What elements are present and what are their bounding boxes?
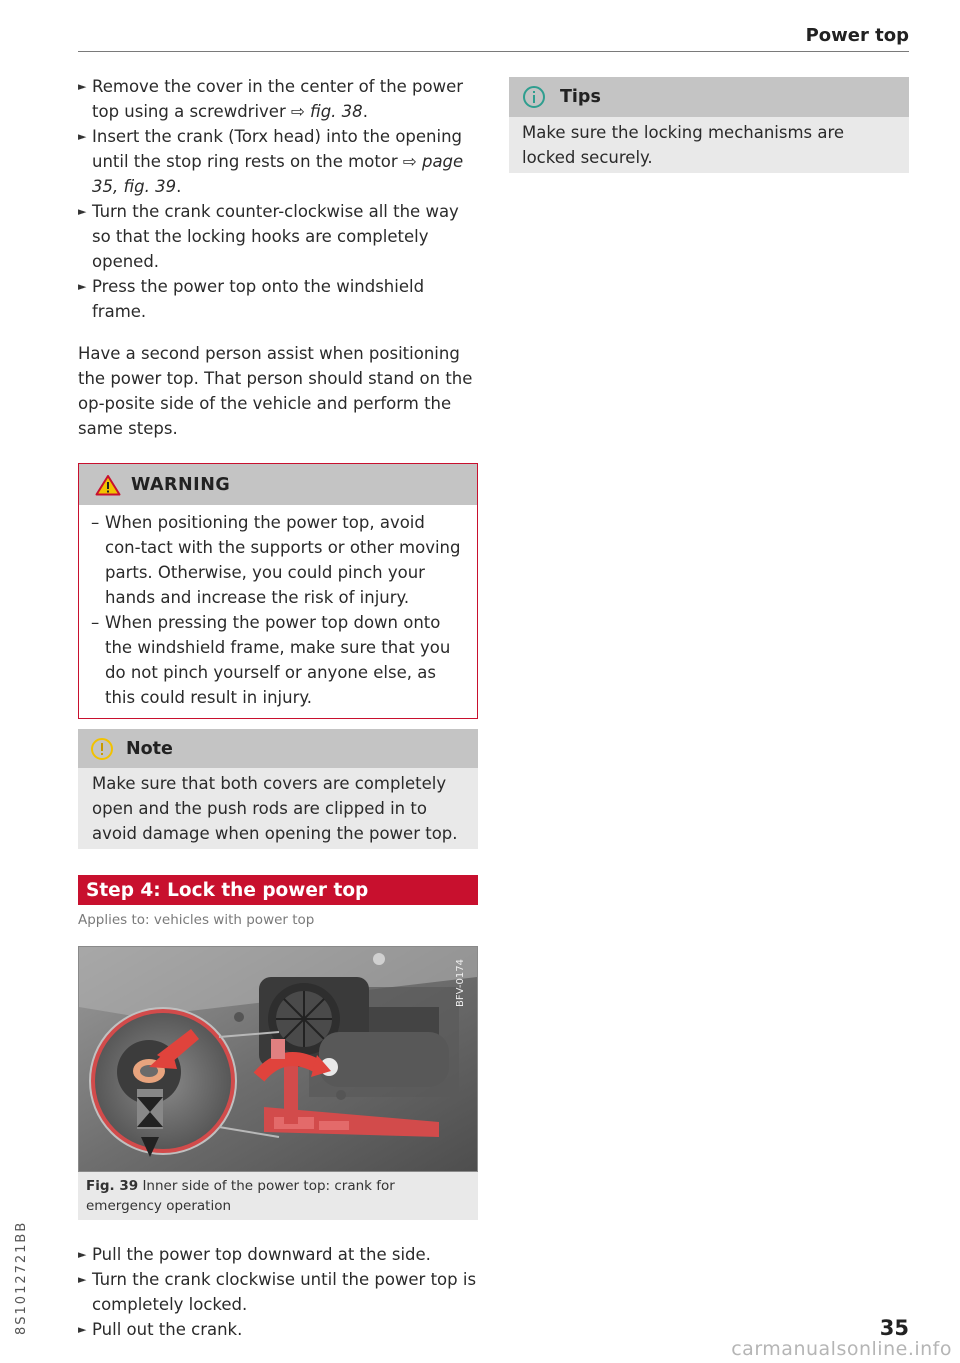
note-box xyxy=(78,729,478,849)
bullet-arrow-icon: ► xyxy=(78,80,87,93)
tips-header xyxy=(509,77,909,117)
tips-box xyxy=(509,77,909,173)
bullet-arrow-icon: ► xyxy=(78,1273,87,1286)
section-title: Power top xyxy=(805,25,909,46)
list-item: ► Press the power top onto the windshield frame. xyxy=(78,274,478,324)
info-circle-icon xyxy=(522,85,546,109)
bullet-arrow-icon: ► xyxy=(78,1323,87,1336)
figure-caption-text: Inner side of the power top: crank for emergency operation xyxy=(86,1178,395,1214)
tips-title: Tips xyxy=(560,87,601,107)
crank-illustration xyxy=(78,946,478,1172)
figure-reference-link[interactable]: ⇨ fig. 38 xyxy=(290,102,363,121)
left-column xyxy=(78,74,478,1342)
warning-title: WARNING xyxy=(131,474,231,495)
list-item: ► Insert the crank (Torx head) into the opening until the stop ring rests on the motor ⇨ page 35, fig. 39. xyxy=(78,124,478,199)
list-item: ► Pull the power top downward at the side. xyxy=(78,1242,478,1267)
exclamation-circle-icon xyxy=(90,737,114,761)
warning-body xyxy=(79,505,477,718)
page-reference-link[interactable]: ⇨ page 35, fig. 39 xyxy=(92,152,464,196)
instruction-list-1 xyxy=(78,74,478,324)
list-item: ► Turn the crank clockwise until the power top is completely locked. xyxy=(78,1267,478,1317)
warning-box xyxy=(78,463,478,719)
list-item: – When positioning the power top, avoid con-tact with the supports or other moving parts. Otherwise, you could pinch your hands and increase the risk of injury. xyxy=(91,513,461,607)
figure-caption xyxy=(78,1172,478,1220)
note-title: Note xyxy=(126,738,173,759)
note-body: Make sure that both covers are completely open and the push rods are clipped in to avoid damage when opening the power top. xyxy=(78,768,478,849)
warning-list xyxy=(91,510,465,710)
page-number: 35 xyxy=(879,1316,909,1340)
note-header xyxy=(78,729,478,768)
bullet-arrow-icon: ► xyxy=(78,280,87,293)
list-item: ► Remove the cover in the center of the power top using a screwdriver ⇨ fig. 38. xyxy=(78,74,478,124)
instruction-list-2 xyxy=(78,1242,478,1342)
warning-header xyxy=(79,464,477,505)
list-item: ► Pull out the crank. xyxy=(78,1317,478,1342)
applies-to-text: Applies to: vehicles with power top xyxy=(78,912,315,928)
watermark-text: carmanualsonline.info xyxy=(731,1338,952,1360)
document-code: 8S1012721BB xyxy=(14,1220,29,1335)
tips-body: Make sure the locking mechanisms are locked securely. xyxy=(509,117,909,173)
bullet-arrow-icon: ► xyxy=(78,205,87,218)
figure-39 xyxy=(78,946,478,1220)
list-item: ► Turn the crank counter-clockwise all the way so that the locking hooks are completely opened. xyxy=(78,199,478,274)
bullet-arrow-icon: ► xyxy=(78,130,87,143)
image-code-label: BFV-0174 xyxy=(455,959,466,1007)
bullet-arrow-icon: ► xyxy=(78,1248,87,1261)
right-column xyxy=(509,77,909,173)
step-heading: Step 4: Lock the power top xyxy=(78,875,478,905)
header-rule xyxy=(78,51,909,52)
warning-triangle-icon xyxy=(95,474,121,496)
assist-paragraph: Have a second person assist when positioning the power top. That person should stand on the op-posite side of the vehicle and perform the same steps. xyxy=(78,344,473,438)
figure-label: Fig. 39 xyxy=(86,1178,139,1194)
list-item: – When pressing the power top down onto the windshield frame, make sure that you do not pinch yourself or anyone else, as this could result in injury. xyxy=(91,613,451,707)
